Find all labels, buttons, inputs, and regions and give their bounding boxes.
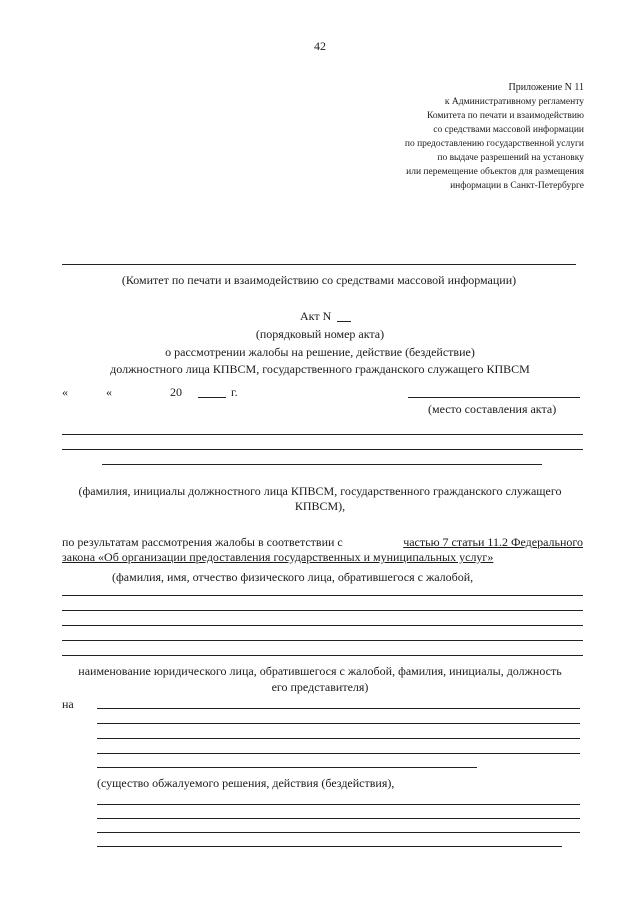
applicant-fill-line[interactable]	[62, 610, 583, 611]
subject-fill-line[interactable]	[97, 738, 580, 739]
legal-entity-caption-line1: наименование юридического лица, обратившегося с жалобой, фамилия, инициалы, должность	[78, 664, 562, 678]
appendix-line: по предоставлению государственной услуги	[404, 139, 584, 149]
na-label: на	[62, 697, 74, 711]
appendix-line: информации в Санкт-Петербурге	[450, 181, 584, 191]
committee-fill-line[interactable]	[62, 264, 576, 265]
essence-fill-line[interactable]	[97, 804, 580, 805]
subject-fill-line[interactable]	[97, 723, 580, 724]
act-subject-line1: о рассмотрении жалобы на решение, действие (бездействие)	[165, 345, 475, 359]
appendix-line: по выдаче разрешений на установку	[437, 153, 584, 163]
essence-fill-line[interactable]	[97, 818, 580, 819]
official-caption-line1: (фамилия, инициалы должностного лица КПВСМ, государственного гражданского служащего	[78, 484, 562, 498]
applicant-fill-line[interactable]	[62, 640, 583, 641]
law-article-link[interactable]: частью 7 статьи 11.2 Федерального	[403, 535, 583, 549]
official-fill-line[interactable]	[62, 434, 583, 435]
appendix-block	[324, 82, 584, 192]
applicant-caption: (фамилия, имя, отчество физического лица, обратившегося с жалобой,	[112, 570, 474, 584]
date-year-suffix: г.	[231, 385, 238, 399]
act-title: Акт N	[300, 309, 332, 323]
applicant-fill-line[interactable]	[62, 655, 583, 656]
date-quote-close: «	[106, 385, 112, 399]
date-year-line[interactable]	[198, 397, 226, 398]
review-line1	[62, 535, 583, 549]
official-fill-line[interactable]	[102, 464, 542, 465]
essence-fill-line[interactable]	[97, 846, 562, 847]
committee-caption: (Комитет по печати и взаимодействию со средствами массовой информации)	[121, 273, 517, 287]
appendix-line: к Административному регламенту	[444, 97, 584, 107]
subject-fill-line[interactable]	[97, 767, 477, 768]
appendix-title: Приложение N 11	[508, 82, 584, 93]
act-number-caption: (порядковый номер акта)	[255, 327, 385, 341]
appendix-line: со средствами массовой информации	[433, 125, 584, 135]
appendix-line: Комитета по печати и взаимодействию	[426, 111, 584, 121]
subject-fill-line[interactable]	[97, 708, 580, 709]
applicant-fill-line[interactable]	[62, 595, 583, 596]
place-fill-line[interactable]	[408, 397, 580, 398]
official-fill-line[interactable]	[62, 449, 583, 450]
subject-fill-line[interactable]	[97, 753, 580, 754]
legal-entity-caption-line2: его представителя)	[271, 680, 369, 694]
appendix-line: или перемещение объектов для размещения	[406, 167, 584, 177]
place-caption: (место составления акта)	[428, 402, 557, 416]
act-number-line[interactable]	[337, 321, 351, 322]
page-number: 42	[314, 39, 326, 53]
review-text: по результатам рассмотрения жалобы в соответствии с	[62, 535, 343, 549]
date-year-prefix: 20	[170, 385, 182, 399]
law-name-link[interactable]: закона «Об организации предоставления государственных и муниципальных услуг»	[62, 550, 494, 564]
essence-fill-line[interactable]	[97, 832, 580, 833]
date-quote-open: «	[62, 385, 68, 399]
official-caption-line2: КПВСМ),	[294, 499, 346, 513]
essence-caption: (существо обжалуемого решения, действия (бездействия),	[97, 776, 395, 790]
applicant-fill-line[interactable]	[62, 625, 583, 626]
act-subject-line2: должностного лица КПВСМ, государственного гражданского служащего КПВСМ	[110, 362, 530, 376]
